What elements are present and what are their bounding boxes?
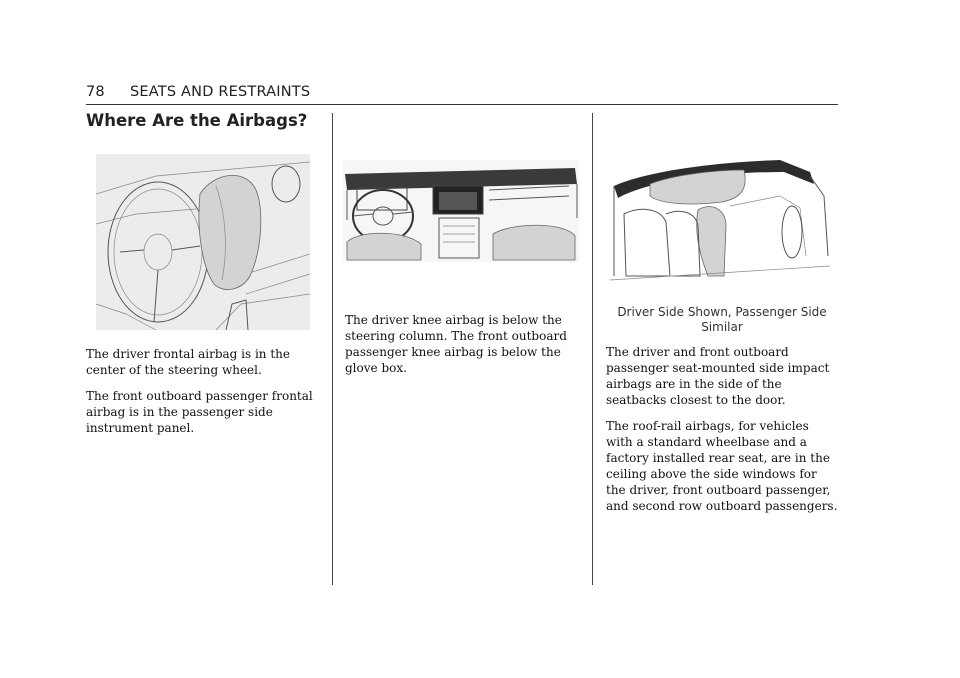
paragraph: The driver and front outboard passenger seat-mounted side impact airbags are in the side of the seatbacks closest to the door. bbox=[606, 345, 830, 407]
column-divider-2 bbox=[592, 113, 593, 585]
paragraph: The roof-rail airbags, for vehicles with a standard wheelbase and a factory installed rear seat, are in the ceiling above the side windows for the driver, front outboard passenger, and second row outboard passengers. bbox=[606, 419, 838, 513]
page-header bbox=[86, 84, 838, 105]
column-divider-1 bbox=[332, 113, 333, 585]
section-title: SEATS AND RESTRAINTS bbox=[130, 84, 311, 100]
paragraph: The driver knee airbag is below the steering column. The front outboard passenger knee airbag is below the glove box. bbox=[345, 313, 567, 375]
page-title: Where Are the Airbags? bbox=[86, 111, 308, 130]
figure-caption: Driver Side Shown, Passenger Side Similar bbox=[617, 305, 827, 334]
page-number: 78 bbox=[86, 84, 105, 100]
paragraph: The front outboard passenger frontal airbag is in the passenger side instrument panel. bbox=[86, 389, 313, 435]
side-impact-airbag-illustration bbox=[610, 136, 830, 284]
driver-frontal-airbag-illustration bbox=[96, 154, 310, 330]
knee-airbag-illustration bbox=[343, 160, 579, 262]
paragraph: The driver frontal airbag is in the center of the steering wheel. bbox=[86, 347, 290, 377]
